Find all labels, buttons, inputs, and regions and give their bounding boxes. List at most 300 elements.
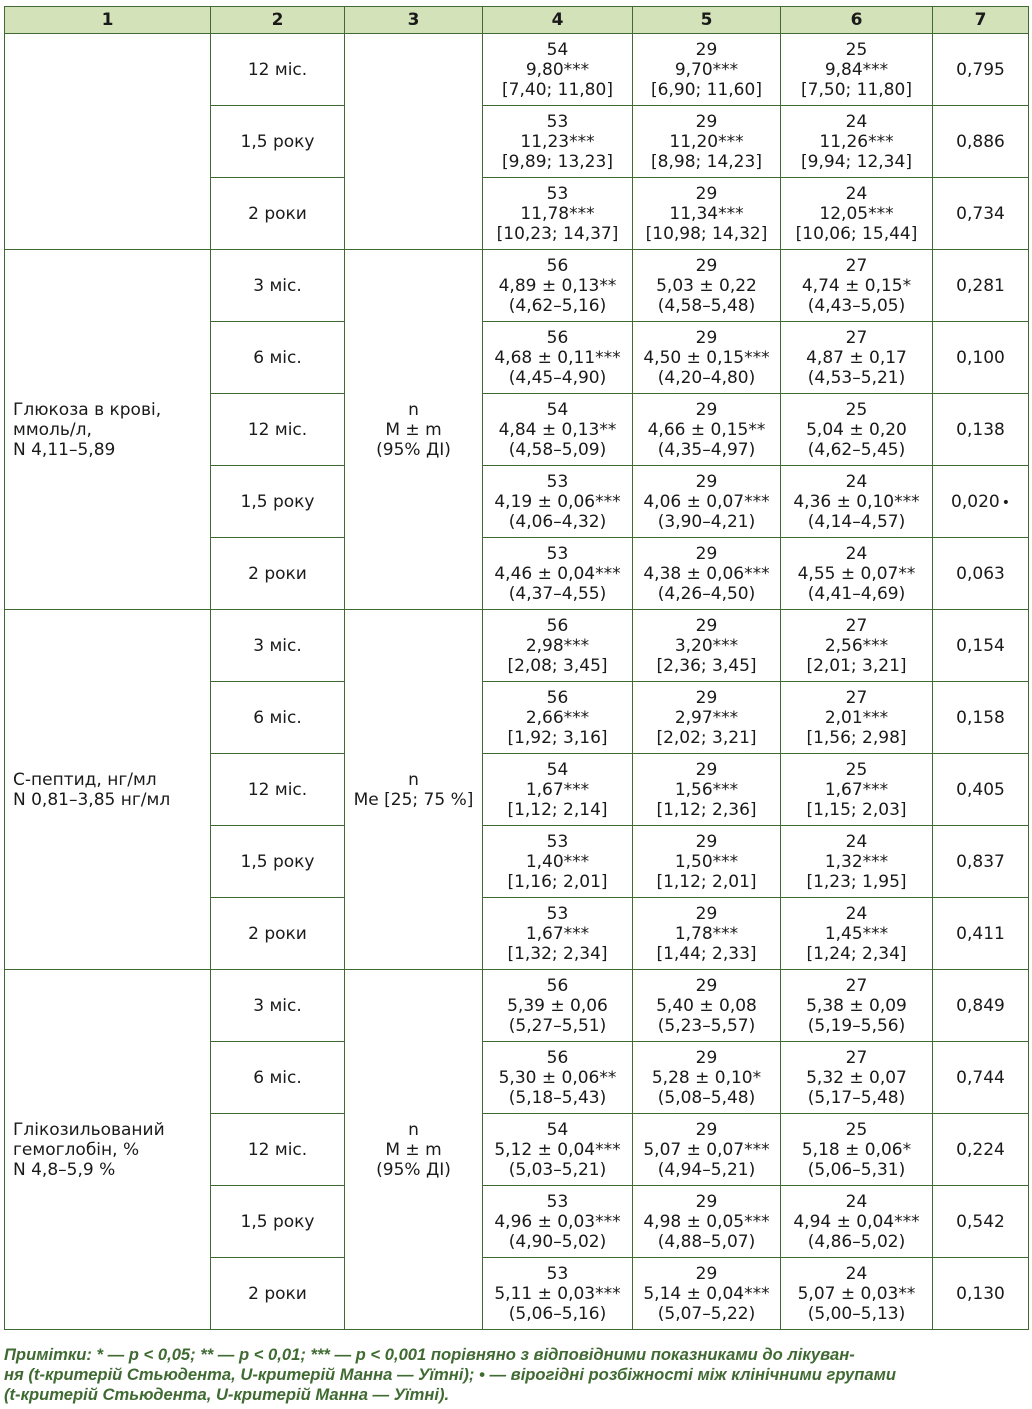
value-line: 5,07 ± 0,03** [797,1283,916,1304]
p-value-cell [933,1186,1029,1258]
value-line: 56 [546,687,569,708]
period-cell: 1,5 року [211,1186,345,1258]
value-cell-c6 [781,1114,933,1186]
value-cell-c4 [483,754,633,826]
value-line: 29 [695,1047,718,1068]
indicator-line: Глікозильований [13,1119,165,1140]
value-line: 25 [845,1119,868,1140]
stat-cell [345,34,483,250]
value-cell-c5 [633,754,781,826]
value-cell-c5 [633,970,781,1042]
value-line: 11,26*** [819,131,894,152]
value-line: (5,06–5,16) [508,1303,607,1324]
value-line: (4,14–4,57) [807,511,906,532]
value-line: 11,20*** [669,131,744,152]
value-line: (5,19–5,56) [807,1015,906,1036]
value-line: [7,40; 11,80] [502,79,613,100]
value-line: 29 [695,543,718,564]
value-cell-c5 [633,1258,781,1330]
value-cell-c5 [633,466,781,538]
p-value: 0,020 [951,491,1000,512]
value-cell-c4 [483,1186,633,1258]
value-line: (4,90–5,02) [508,1231,607,1252]
value-line: 5,04 ± 0,20 [806,419,907,440]
table-body [5,34,1029,1330]
value-line: [1,44; 2,33] [656,943,757,964]
value-cell-c6 [781,250,933,322]
p-value-cell [933,466,1029,538]
value-line: 5,12 ± 0,04*** [494,1139,621,1160]
value-line: 56 [546,327,569,348]
value-line: 53 [546,111,569,132]
p-value-cell [933,898,1029,970]
value-cell-c6 [781,754,933,826]
value-line: 27 [845,615,868,636]
value-line: (4,88–5,07) [657,1231,756,1252]
value-cell-c5 [633,1114,781,1186]
table-row [5,34,1029,106]
value-line: (5,07–5,22) [657,1303,756,1324]
value-line: 4,36 ± 0,10*** [793,491,920,512]
value-line: (4,43–5,05) [807,295,906,316]
value-line: 9,70*** [674,59,739,80]
value-cell-c6 [781,826,933,898]
value-line: [10,98; 14,32] [645,223,768,244]
value-cell-c4 [483,466,633,538]
p-value-cell [933,322,1029,394]
p-value-cell [933,1114,1029,1186]
value-cell-c4 [483,322,633,394]
indicator-line: С-пептид, нг/мл [13,769,157,790]
value-cell-c5 [633,1042,781,1114]
period-cell: 2 роки [211,1258,345,1330]
indicator-line: Глюкоза в крові, [13,399,162,420]
value-line: 12,05*** [819,203,894,224]
value-cell-c5 [633,898,781,970]
value-cell-c6 [781,610,933,682]
period-cell: 12 міс. [211,754,345,826]
header-col-1: 1 [5,7,211,34]
value-line: [1,12; 2,14] [507,799,608,820]
value-line: 27 [845,255,868,276]
value-line: (4,58–5,48) [657,295,756,316]
value-line: 29 [695,255,718,276]
value-line: (5,08–5,48) [657,1087,756,1108]
p-value-cell [933,754,1029,826]
p-value-cell [933,106,1029,178]
value-line: (5,27–5,51) [508,1015,607,1036]
value-line: 5,38 ± 0,09 [806,995,907,1016]
value-cell-c5 [633,322,781,394]
period-cell: 12 міс. [211,1114,345,1186]
stat-line: M ± m [385,1139,442,1160]
value-cell-c6 [781,538,933,610]
value-line: (5,23–5,57) [657,1015,756,1036]
value-line: [9,89; 13,23] [502,151,613,172]
value-line: [1,16; 2,01] [507,871,608,892]
value-line: (4,20–4,80) [657,367,756,388]
value-line: 1,40*** [525,851,590,872]
value-line: 27 [845,975,868,996]
value-line: 5,39 ± 0,06 [507,995,608,1016]
value-line: 4,74 ± 0,15* [801,275,912,296]
value-line: 24 [845,471,868,492]
table-row [5,610,1029,682]
value-line: 29 [695,111,718,132]
value-line: 5,07 ± 0,07*** [643,1139,770,1160]
value-line: 53 [546,1191,569,1212]
value-line: 5,03 ± 0,22 [656,275,757,296]
value-line: 29 [695,615,718,636]
period-cell: 2 роки [211,178,345,250]
value-cell-c4 [483,34,633,106]
value-cell-c5 [633,826,781,898]
value-line: 4,68 ± 0,11*** [494,347,621,368]
value-line: 5,32 ± 0,07 [806,1067,907,1088]
stat-cell [345,250,483,610]
value-cell-c5 [633,1186,781,1258]
indicator-cell [5,34,211,250]
value-line: 2,56*** [824,635,889,656]
p-value: 0,281 [956,275,1005,296]
value-line: [1,32; 2,34] [507,943,608,964]
value-line: [10,06; 15,44] [795,223,918,244]
header-col-7: 7 [933,7,1029,34]
value-line: 27 [845,327,868,348]
value-line: [8,98; 14,23] [651,151,762,172]
value-line: 5,18 ± 0,06* [801,1139,912,1160]
value-line: (5,18–5,43) [508,1087,607,1108]
p-value: 0,795 [956,59,1005,80]
value-line: 5,14 ± 0,04*** [643,1283,770,1304]
value-cell-c4 [483,106,633,178]
value-line: [6,90; 11,60] [651,79,762,100]
p-value: 0,063 [956,563,1005,584]
value-cell-c4 [483,970,633,1042]
period-cell: 2 роки [211,538,345,610]
value-cell-c4 [483,1114,633,1186]
period-cell: 3 міс. [211,610,345,682]
stat-line: M ± m [385,419,442,440]
value-line: 53 [546,471,569,492]
period-cell: 1,5 року [211,826,345,898]
period-cell: 1,5 року [211,106,345,178]
value-line: 4,06 ± 0,07*** [643,491,770,512]
value-cell-c5 [633,34,781,106]
p-value-cell [933,610,1029,682]
value-line: 27 [845,1047,868,1068]
value-line: (5,03–5,21) [508,1159,607,1180]
value-line: 4,38 ± 0,06*** [643,563,770,584]
value-line: 9,80*** [525,59,590,80]
value-line: [1,12; 2,36] [656,799,757,820]
value-line: 4,87 ± 0,17 [806,347,907,368]
value-line: 11,78*** [520,203,595,224]
period-cell: 3 міс. [211,970,345,1042]
value-cell-c6 [781,106,933,178]
stat-line: (95% ДІ) [376,439,451,460]
significance-mark: • [1001,494,1010,511]
value-line: (4,45–4,90) [508,367,607,388]
value-line: (4,94–5,21) [657,1159,756,1180]
p-value: 0,837 [956,851,1005,872]
p-value: 0,411 [956,923,1005,944]
header-col-2: 2 [211,7,345,34]
value-cell-c5 [633,682,781,754]
value-cell-c6 [781,466,933,538]
p-value: 0,886 [956,131,1005,152]
value-line: (4,35–4,97) [657,439,756,460]
value-line: 1,32*** [824,851,889,872]
value-line: 24 [845,831,868,852]
value-line: (4,37–4,55) [508,583,607,604]
value-line: 3,20*** [674,635,739,656]
value-line: 29 [695,327,718,348]
value-line: (4,62–5,45) [807,439,906,460]
value-line: 56 [546,975,569,996]
value-cell-c4 [483,538,633,610]
value-line: 11,34*** [669,203,744,224]
indicator-line: N 0,81–3,85 нг/мл [13,789,171,810]
value-line: 53 [546,543,569,564]
p-value: 0,849 [956,995,1005,1016]
results-table [4,6,1029,1330]
p-value: 0,405 [956,779,1005,800]
p-value: 0,542 [956,1211,1005,1232]
value-cell-c4 [483,1258,633,1330]
header-col-6: 6 [781,7,933,34]
p-value: 0,130 [956,1283,1005,1304]
value-line: [2,08; 3,45] [507,655,608,676]
period-cell: 1,5 року [211,466,345,538]
value-line: 1,56*** [674,779,739,800]
stat-cell [345,970,483,1330]
value-line: (4,41–4,69) [807,583,906,604]
value-cell-c4 [483,610,633,682]
value-line: 54 [546,1119,569,1140]
period-cell: 6 міс. [211,682,345,754]
indicator-line: N 4,8–5,9 % [13,1159,116,1180]
value-cell-c4 [483,178,633,250]
p-value: 0,100 [956,347,1005,368]
value-line: 11,23*** [520,131,595,152]
stat-line: n [408,1119,419,1140]
value-line: 27 [845,687,868,708]
value-line: [1,24; 2,34] [806,943,907,964]
indicator-line: ммоль/л, [13,419,92,440]
p-value-cell [933,1042,1029,1114]
period-cell: 12 міс. [211,34,345,106]
value-cell-c5 [633,610,781,682]
value-line: 24 [845,111,868,132]
value-line: 29 [695,903,718,924]
value-cell-c5 [633,250,781,322]
indicator-cell [5,970,211,1330]
value-line: (4,58–5,09) [508,439,607,460]
value-line: 2,01*** [824,707,889,728]
value-line: 25 [845,39,868,60]
value-line: 29 [695,1191,718,1212]
value-line: (3,90–4,21) [657,511,756,532]
p-value: 0,158 [956,707,1005,728]
value-line: [7,50; 11,80] [801,79,912,100]
value-line: 24 [845,1191,868,1212]
value-line: [1,56; 2,98] [806,727,907,748]
value-line: 2,97*** [674,707,739,728]
value-line: 25 [845,399,868,420]
p-value: 0,154 [956,635,1005,656]
p-value-cell [933,970,1029,1042]
value-line: 53 [546,1263,569,1284]
header-col-3: 3 [345,7,483,34]
p-value: 0,138 [956,419,1005,440]
table-notes [4,1345,1028,1405]
value-line: 4,19 ± 0,06*** [494,491,621,512]
table-row [5,250,1029,322]
stat-line: Me [25; 75 %] [353,789,474,810]
indicator-line: N 4,11–5,89 [13,439,116,460]
value-line: 5,28 ± 0,10* [651,1067,762,1088]
value-line: 4,84 ± 0,13** [498,419,617,440]
p-value: 0,744 [956,1067,1005,1088]
value-line: 5,11 ± 0,03*** [494,1283,621,1304]
value-line: 29 [695,759,718,780]
value-cell-c6 [781,970,933,1042]
value-line: (4,86–5,02) [807,1231,906,1252]
value-line: 53 [546,903,569,924]
value-line: 29 [695,687,718,708]
value-line: 29 [695,831,718,852]
value-cell-c6 [781,1186,933,1258]
value-line: 53 [546,831,569,852]
p-value: 0,224 [956,1139,1005,1160]
value-line: (5,17–5,48) [807,1087,906,1108]
value-line: 29 [695,39,718,60]
value-cell-c4 [483,682,633,754]
period-cell: 6 міс. [211,1042,345,1114]
value-line: [1,92; 3,16] [507,727,608,748]
period-cell: 12 міс. [211,394,345,466]
value-line: 56 [546,615,569,636]
value-line: 2,98*** [525,635,590,656]
value-line: (5,00–5,13) [807,1303,906,1324]
value-line: 4,94 ± 0,04*** [793,1211,920,1232]
value-line: 9,84*** [824,59,889,80]
value-cell-c4 [483,394,633,466]
value-line: 29 [695,183,718,204]
value-line: 1,45*** [824,923,889,944]
table-row [5,970,1029,1042]
value-line: 24 [845,1263,868,1284]
value-line: 54 [546,39,569,60]
value-line: 29 [695,1263,718,1284]
value-line: 54 [546,399,569,420]
header-col-4: 4 [483,7,633,34]
value-line: 54 [546,759,569,780]
value-cell-c5 [633,394,781,466]
note-line: Примітки: * — p < 0,05; ** — p < 0,01; *** — p < 0,001 порівняно з відповідними показниками до лікуван- [4,1345,855,1364]
p-value-cell [933,1258,1029,1330]
p-value-cell [933,538,1029,610]
value-cell-c4 [483,1042,633,1114]
value-line: [2,36; 3,45] [656,655,757,676]
value-line: [2,02; 3,21] [656,727,757,748]
value-cell-c4 [483,250,633,322]
value-line: 56 [546,255,569,276]
note-line: (t-критерій Стьюдента, U-критерій Манна — Уїтні). [4,1385,450,1404]
value-line: 2,66*** [525,707,590,728]
value-line: 24 [845,543,868,564]
value-line: (4,53–5,21) [807,367,906,388]
value-cell-c5 [633,178,781,250]
value-cell-c6 [781,394,933,466]
p-value-cell [933,178,1029,250]
p-value-cell [933,250,1029,322]
value-line: 1,67*** [525,923,590,944]
value-line: 56 [546,1047,569,1068]
value-cell-c6 [781,34,933,106]
header-col-5: 5 [633,7,781,34]
value-line: (5,06–5,31) [807,1159,906,1180]
value-line: 4,96 ± 0,03*** [494,1211,621,1232]
value-cell-c6 [781,682,933,754]
value-line: 24 [845,183,868,204]
p-value-cell [933,682,1029,754]
value-cell-c6 [781,898,933,970]
p-value-cell [933,34,1029,106]
value-cell-c6 [781,1042,933,1114]
value-line: 4,98 ± 0,05*** [643,1211,770,1232]
value-line: 25 [845,759,868,780]
value-cell-c6 [781,1258,933,1330]
header-row [5,7,1029,34]
value-line: 4,46 ± 0,04*** [494,563,621,584]
value-line: [1,23; 1,95] [806,871,907,892]
period-cell: 6 міс. [211,322,345,394]
period-cell: 2 роки [211,898,345,970]
stat-line: (95% ДІ) [376,1159,451,1180]
value-line: 29 [695,399,718,420]
value-cell-c4 [483,826,633,898]
value-line: 29 [695,975,718,996]
value-line: [1,15; 2,03] [806,799,907,820]
indicator-cell [5,250,211,610]
value-line: 5,40 ± 0,08 [656,995,757,1016]
value-line: [2,01; 3,21] [806,655,907,676]
p-value-cell [933,394,1029,466]
value-line: 1,50*** [674,851,739,872]
value-cell-c4 [483,898,633,970]
p-value-cell [933,826,1029,898]
value-line: [10,23; 14,37] [496,223,619,244]
value-cell-c6 [781,178,933,250]
value-line: 4,55 ± 0,07** [797,563,916,584]
value-cell-c6 [781,322,933,394]
value-line: 1,78*** [674,923,739,944]
stat-line: n [408,769,419,790]
value-line: 53 [546,183,569,204]
value-line: (4,26–4,50) [657,583,756,604]
note-line: ня (t-критерій Стьюдента, U-критерій Манна — Уїтні); • — вірогідні розбіжності між клінічними групами [4,1365,897,1384]
value-line: (4,62–5,16) [508,295,607,316]
value-line: 29 [695,471,718,492]
indicator-cell [5,610,211,970]
indicator-line: гемоглобін, % [13,1139,140,1160]
stat-line: n [408,399,419,420]
value-line: 24 [845,903,868,924]
value-line: 5,30 ± 0,06** [498,1067,617,1088]
value-line: 1,67*** [525,779,590,800]
